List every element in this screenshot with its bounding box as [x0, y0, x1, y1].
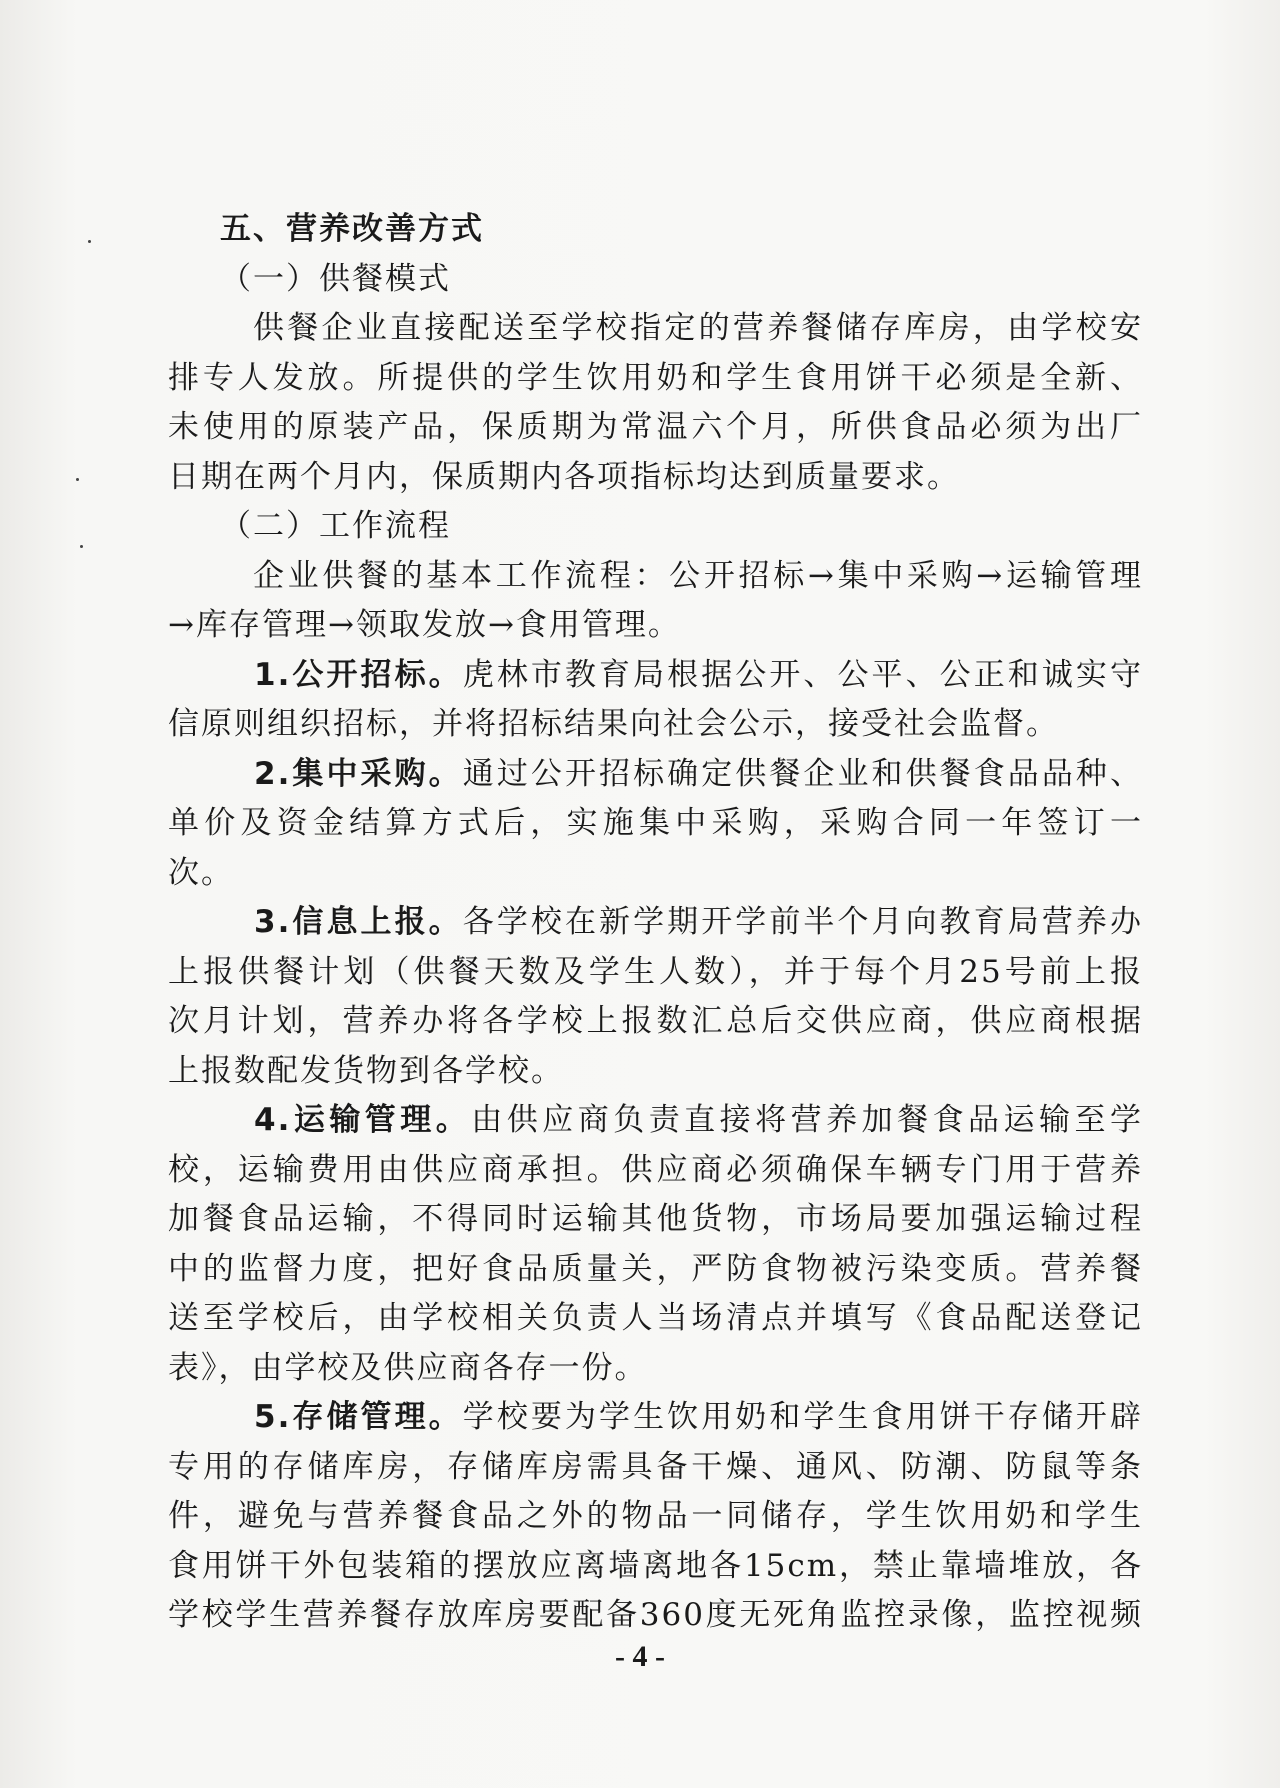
paragraph-line: →库存管理→领取发放→食用管理。 — [168, 607, 681, 643]
item-text: 虎林市教育局根据公开、公平、公正和诚实守 — [462, 656, 1143, 693]
paragraph-line: 次月计划，营养办将各学校上报数汇总后交供应商，供应商根据 — [168, 1003, 1143, 1039]
item-text: 通过公开招标确定供餐企业和供餐食品品种、 — [462, 755, 1143, 792]
list-item-transport-management — [168, 1096, 1143, 1146]
item-label: 3.信息上报。 — [254, 904, 463, 940]
item-label: 1.公开招标。 — [254, 656, 463, 693]
paragraph-line: 供餐企业直接配送至学校指定的营养餐储存库房，由学校安 — [253, 310, 1143, 346]
paragraph-line: 上报数配发货物到各学校。 — [168, 1052, 564, 1089]
paragraph-line: 日期在两个月内，保质期内各项指标均达到质量要求。 — [168, 458, 960, 495]
list-item-information-reporting — [168, 898, 1143, 948]
paragraph-line: 学校学生营养餐存放库房要配备360度无死角监控录像，监控视频 — [168, 1597, 1143, 1633]
subsection-title-supply-mode: （一）供餐模式 — [220, 260, 451, 297]
list-item-public-bidding — [168, 651, 1143, 701]
paragraph-line: 次。 — [168, 854, 234, 891]
paragraph-line: 件，避免与营养餐食品之外的物品一同储存，学生饮用奶和学生 — [168, 1498, 1143, 1534]
item-text: 由供应商负责直接将营养加餐食品运输至学 — [471, 1102, 1143, 1138]
paragraph-line: 食用饼干外包装箱的摆放应离墙离地各15cm，禁止靠墙堆放，各 — [168, 1547, 1143, 1584]
subsection-title-workflow: （二）工作流程 — [220, 508, 451, 544]
paragraph-line: 送至学校后，由学校相关负责人当场清点并填写《食品配送登记 — [168, 1300, 1143, 1336]
paragraph-line: 专用的存储库房，存储库房需具备干燥、通风、防潮、防鼠等条 — [168, 1448, 1143, 1485]
page-number: - 4 - — [615, 1640, 665, 1673]
item-label: 2.集中采购。 — [254, 755, 463, 792]
paragraph-line: 单价及资金结算方式后，实施集中采购，采购合同一年签订一 — [168, 805, 1143, 841]
list-item-centralized-procurement — [168, 750, 1143, 800]
paragraph-line: 排专人发放。所提供的学生饮用奶和学生食用饼干必须是全新、 — [168, 359, 1143, 396]
paragraph-line: 上报供餐计划（供餐天数及学生人数），并于每个月25号前上报 — [168, 953, 1143, 990]
paragraph-line: 中的监督力度，把好食品质量关，严防食物被污染变质。营养餐 — [168, 1250, 1143, 1287]
item-text: 各学校在新学期开学前半个月向教育局营养办 — [462, 904, 1143, 940]
list-item-storage-management — [168, 1393, 1143, 1443]
scan-speck — [76, 478, 79, 481]
item-label: 5.存储管理。 — [254, 1399, 463, 1435]
item-label: 4.运输管理。 — [254, 1102, 472, 1138]
paragraph-line: 企业供餐的基本工作流程：公开招标→集中采购→运输管理 — [253, 557, 1143, 594]
paragraph-line: 未使用的原装产品，保质期为常温六个月，所供食品必须为出厂 — [168, 409, 1143, 445]
item-text: 学校要为学生饮用奶和学生食用饼干存储开辟 — [462, 1399, 1143, 1435]
section-title: 五、营养改善方式 — [220, 211, 484, 247]
scan-speck — [88, 240, 91, 243]
paragraph-line: 信原则组织招标，并将招标结果向社会公示，接受社会监督。 — [168, 706, 1059, 742]
paragraph-line: 校，运输费用由供应商承担。供应商必须确保车辆专门用于营养 — [168, 1151, 1143, 1188]
scan-speck — [80, 545, 83, 548]
document-body — [168, 205, 1143, 1641]
paragraph-line: 表》，由学校及供应商各存一份。 — [168, 1349, 648, 1386]
paragraph-line: 加餐食品运输，不得同时运输其他货物，市场局要加强运输过程 — [168, 1201, 1143, 1237]
